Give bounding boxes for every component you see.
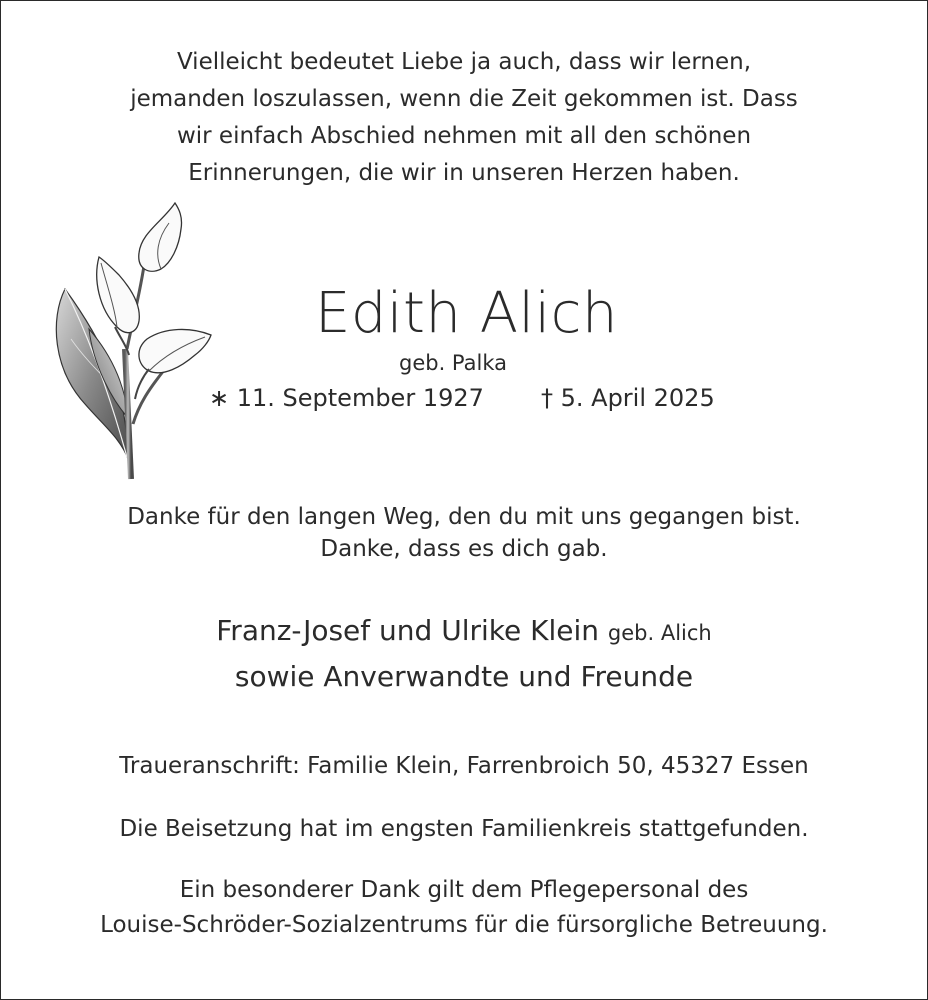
intro-line: Erinnerungen, die wir in unseren Herzen haben. xyxy=(188,160,740,186)
calla-lily-icon xyxy=(45,199,215,484)
intro-line: wir einfach Abschied nehmen mit all den schönen xyxy=(176,123,752,149)
burial-note: Die Beisetzung hat im engsten Familienkreis stattgefunden. xyxy=(119,816,809,842)
thanks-line: Danke, dass es dich gab. xyxy=(320,536,608,562)
death-date: † 5. April 2025 xyxy=(541,384,715,412)
thanks-text xyxy=(1,501,927,565)
birth-date: ∗ 11. September 1927 xyxy=(209,384,484,412)
final-thanks-line: Ein besonderer Dank gilt dem Pflegepersonal des xyxy=(179,877,749,903)
final-thanks-line: Louise-Schröder-Sozialzentrums für die fürsorgliche Betreuung. xyxy=(100,912,828,938)
mourners-primary xyxy=(1,614,927,647)
mourners-maiden-note: geb. Alich xyxy=(607,621,712,645)
mourners-names: Franz-Josef und Ulrike Klein xyxy=(216,614,600,647)
mourners-secondary: sowie Anverwandte und Freunde xyxy=(234,660,694,693)
final-thanks xyxy=(1,873,927,943)
intro-poem xyxy=(1,44,927,192)
deceased-name: Edith Alich xyxy=(315,281,618,346)
life-dates xyxy=(209,384,769,412)
mourning-address: Traueranschrift: Familie Klein, Farrenbroich 50, 45327 Essen xyxy=(119,753,809,779)
intro-line: jemanden loszulassen, wenn die Zeit gekommen ist. Dass xyxy=(130,86,798,112)
thanks-line: Danke für den langen Weg, den du mit uns gegangen bist. xyxy=(127,504,801,530)
maiden-name: geb. Palka xyxy=(399,351,508,375)
intro-line: Vielleicht bedeutet Liebe ja auch, dass wir lernen, xyxy=(176,49,752,75)
